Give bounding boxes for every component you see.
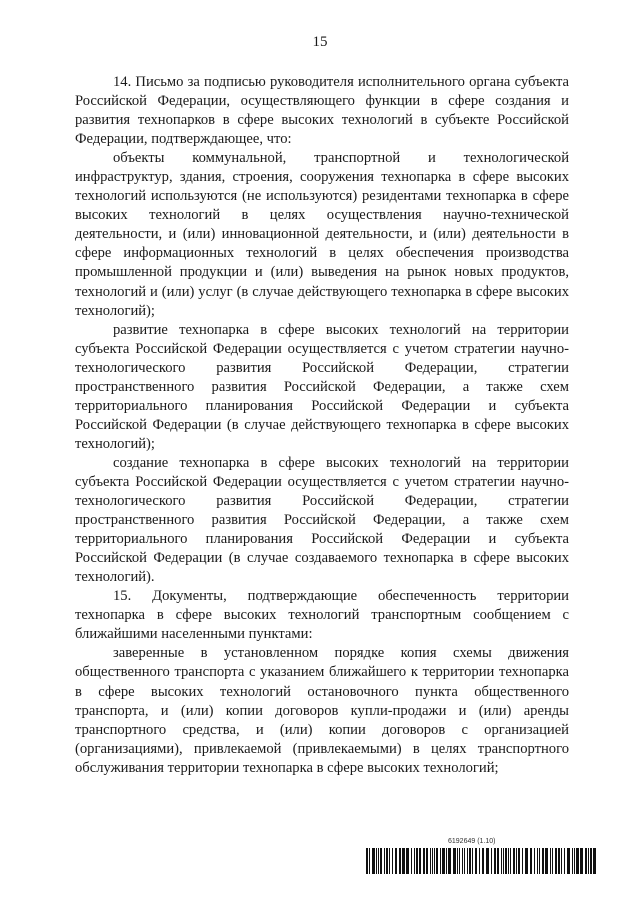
barcode-id: 6192649 (1.10) xyxy=(448,838,496,845)
paragraph-infrastructure-usage: объекты коммунальной, транспортной и технологической инфраструктур, здания, строения, сооружения технопарка в сфере высоких технологий используются (не используются) резидентами технопарка в сфере высоких технологий в целях осуществления научно-технической деятельности, и (или) инновационной деятельности, и (или) деятельности в сфере информационных технологий в целях обеспечения производства промышленной продукции и (или) выведения на рынок новых продуктов, технологий и (или) услуг (в случае действующего технопарка в сфере высоких технологий); xyxy=(75,150,569,319)
barcode-icon xyxy=(366,848,596,874)
paragraph-creation-strategy: создание технопарка в сфере высоких технологий на территории субъекта Российской Федерации осуществляется с учетом стратегии научно-технологического развития Российской Федерации, стратегии пространственного развития Российской Федерации, а также схем территориального планирования Российской Федерации и субъекта Российской Федерации (в случае создаваемого технопарка в сфере высоких технологий). xyxy=(75,454,569,586)
paragraph-development-strategy: развитие технопарка в сфере высоких технологий на территории субъекта Российской Федерации осуществляется с учетом стратегии научно-технологического развития Российской Федерации, стратегии пространственного развития Российской Федерации, а также схем территориального планирования Российской Федерации и субъекта Российской Федерации (в случае действующего технопарка в сфере высоких технологий); xyxy=(75,321,569,452)
page-number: 15 xyxy=(312,34,328,50)
paragraph-item-14: 14. Письмо за подписью руководителя исполнительного органа субъекта Российской Федерации, осуществляющего функции в сфере создания и развития технопарков в сфере высоких технологий в субъекте Российской Федерации, подтверждающее, что: xyxy=(75,74,569,148)
paragraph-item-15: 15. Документы, подтверждающие обеспеченность территории технопарка в сфере высоких технологий транспортным сообщением с ближайшими населенными пунктами: xyxy=(75,588,569,643)
paragraph-transport-documents: заверенные в установленном порядке копия схемы движения общественного транспорта с указанием ближайшего к территории технопарка в сфере высоких технологий остановочного пункта общественного транспорта, и (или) копии договоров купли-продажи и (или) аренды транспортного средства, и (или) копии договоров с организацией (организациями), привлекаемой (привлекаемыми) в целях транспортного обслуживания территории технопарка в сфере высоких технологий; xyxy=(75,645,569,776)
document-body xyxy=(75,73,569,778)
